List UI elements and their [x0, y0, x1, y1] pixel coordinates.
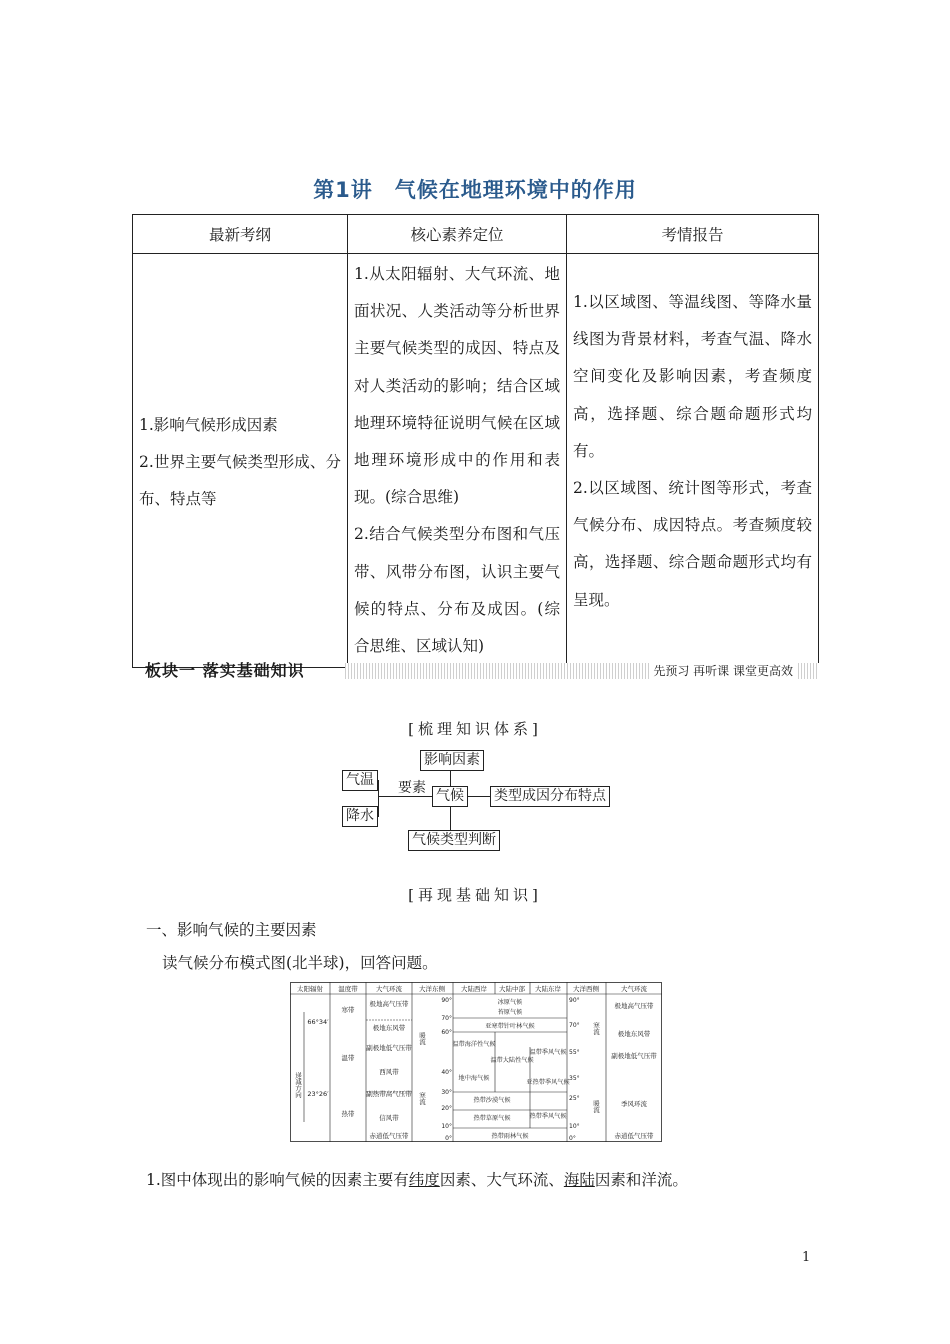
fig-climate: 热带沙漠气候 [473, 1097, 511, 1104]
report-item: 2.以区域图、统计图等形式，考查气候分布、成因特点。考查频度较高，选择题、综合题命题形式均有呈现。 [573, 479, 812, 609]
fig-lat-mark: 20° [441, 1105, 452, 1112]
fig-header: 大陆西岸 [461, 985, 487, 993]
fig-circulation: 副热带高气压带 [366, 1090, 412, 1098]
mind-center-box: 气候 [432, 786, 468, 807]
q1-text: 因素、大气环流、 [439, 1171, 564, 1189]
fig-header: 大洋西侧 [573, 985, 599, 993]
fig-lat-label: 23°26′ [307, 1090, 329, 1098]
fig-header: 大气环流 [621, 985, 647, 993]
mind-bottom-box: 气候类型判断 [408, 830, 500, 851]
fig-circulation: 西风带 [379, 1068, 399, 1076]
fig-header: 大陆中部 [499, 985, 525, 993]
cell-syllabus [133, 254, 348, 668]
mind-left-box: 气温 [342, 770, 378, 791]
fig-climate: 热带雨林气候 [491, 1133, 529, 1140]
fig-lat-mark-right: 90° [569, 997, 580, 1004]
literacy-item: 1.从太阳辐射、大气环流、地面状况、人类活动等分析世界主要气候类型的成因、特点及对人类活动的影响；结合区域地理环境特征说明气候在区域地理环境形成中的作用和表现。(综合思维) [354, 265, 560, 507]
fig-lat-mark: 10° [441, 1123, 452, 1130]
q1-text: 因素和洋流。 [594, 1171, 688, 1189]
question-1 [146, 1168, 688, 1190]
fig-current: 暖流 [592, 1100, 600, 1113]
cell-report [567, 254, 819, 668]
fig-lat-mark-right: 25° [569, 1095, 580, 1102]
fig-lat-mark: 0° [445, 1135, 452, 1142]
fig-climate: 温带大陆性气候 [490, 1057, 534, 1064]
mind-link-label: 要素 [398, 780, 426, 796]
report-item: 1.以区域图、等温线图、等降水量线图为背景材料，考查气温、降水空间变化及影响因素，考查频度高，选择题、综合题命题形式均有。 [573, 293, 812, 460]
header-literacy: 核心素养定位 [348, 215, 567, 254]
fig-lat-mark: 90° [441, 997, 452, 1004]
fig-climate: 热带季风气候 [529, 1113, 567, 1120]
section-label: 板块一 落实基础知识 [145, 661, 305, 680]
fig-zone: 寒带 [341, 1006, 355, 1014]
fig-right-circulation: 季风环流 [621, 1100, 647, 1108]
fig-lat-mark: 70° [441, 1015, 452, 1022]
outline-table [132, 214, 819, 668]
fig-header: 大气环流 [376, 985, 402, 993]
subheading-knowledge: [再现基础知识] [408, 886, 542, 904]
fig-circulation: 副极地低气压带 [366, 1044, 412, 1052]
mind-top-box: 影响因素 [420, 750, 484, 771]
fig-lat-mark: 30° [441, 1089, 452, 1096]
mind-left-box: 降水 [342, 806, 378, 827]
fig-climate: 地中海气候 [458, 1075, 490, 1082]
section-bar [145, 660, 819, 682]
q1-text: 1.图中体现出的影响气候的因素主要有 [146, 1171, 409, 1189]
fig-header: 太阳辐射 [297, 985, 323, 993]
climate-model-figure [290, 982, 662, 1142]
mind-right-box: 类型成因分布特点 [490, 786, 610, 807]
fig-lat-mark-right: 10° [569, 1123, 580, 1130]
mind-line [378, 796, 432, 797]
fig-right-circulation: 极地高气压带 [614, 1002, 654, 1010]
cell-literacy [348, 254, 567, 668]
fig-current: 暖流 [418, 1032, 426, 1045]
section-tag: 先预习 再听课 课堂更高效 [649, 662, 797, 680]
fig-header: 大陆东岸 [535, 985, 561, 993]
mind-line [378, 780, 379, 816]
fig-lat-mark: 60° [441, 1029, 452, 1036]
fig-current: 寒流 [418, 1092, 426, 1105]
fig-climate: 温带季风气候 [529, 1049, 567, 1056]
fig-climate: 亚热带季风气候 [526, 1079, 570, 1086]
fig-circulation: 极地东风带 [372, 1024, 406, 1032]
page-number: 1 [802, 1250, 811, 1265]
fig-circulation: 信风带 [379, 1114, 399, 1122]
fig-lat-mark: 40° [441, 1069, 452, 1076]
header-report: 考情报告 [567, 215, 819, 254]
literacy-item: 2.结合气候类型分布图和气压带、风带分布图，认识主要气候的特点、分布及成因。(综合思维、区域认知) [354, 525, 560, 656]
header-syllabus: 最新考纲 [133, 215, 348, 254]
fig-climate: 热带草原气候 [473, 1115, 511, 1122]
mind-map [340, 746, 610, 854]
fig-climate: 冰原气候 [497, 999, 523, 1006]
fig-right-circulation: 极地东风带 [617, 1030, 651, 1038]
fig-right-circulation: 副极地低气压带 [611, 1052, 657, 1060]
section-heading: 一、影响气候的主要因素 [146, 921, 317, 939]
fig-circulation: 极地高气压带 [369, 1000, 409, 1008]
q1-answer: 海陆 [563, 1171, 595, 1189]
fig-climate: 温带海洋性气候 [452, 1041, 496, 1048]
page-title: 第1讲 气候在地理环境中的作用 [313, 178, 637, 202]
subheading-system: [梳理知识体系] [408, 720, 542, 738]
fig-climate: 苔原气候 [497, 1009, 523, 1016]
q1-answer: 纬度 [408, 1171, 440, 1189]
fig-current: 寒流 [592, 1022, 600, 1035]
fig-lat-mark-right: 70° [569, 1022, 580, 1029]
fig-right-circulation: 赤道低气压带 [614, 1132, 654, 1140]
fig-header: 大洋东侧 [419, 985, 445, 993]
syllabus-item: 2.世界主要气候类型形成、分布、特点等 [139, 453, 341, 509]
syllabus-item: 1.影响气候形成因素 [139, 415, 278, 434]
fig-header: 温度带 [338, 985, 358, 993]
fig-radiation-label: 递减方向 [294, 1072, 302, 1098]
instruction: 读气候分布模式图(北半球)，回答问题。 [162, 954, 438, 972]
fig-zone: 热带 [341, 1110, 355, 1118]
fig-lat-mark-right: 35° [569, 1075, 580, 1082]
fig-lat-label: 66°34′ [307, 1018, 329, 1026]
fig-climate: 亚寒带针叶林气候 [485, 1023, 535, 1030]
fig-lat-mark-right: 55° [569, 1049, 580, 1056]
fig-zone: 温带 [341, 1054, 355, 1062]
fig-circulation: 赤道低气压带 [369, 1132, 409, 1140]
fig-lat-mark-right: 0° [569, 1135, 576, 1142]
